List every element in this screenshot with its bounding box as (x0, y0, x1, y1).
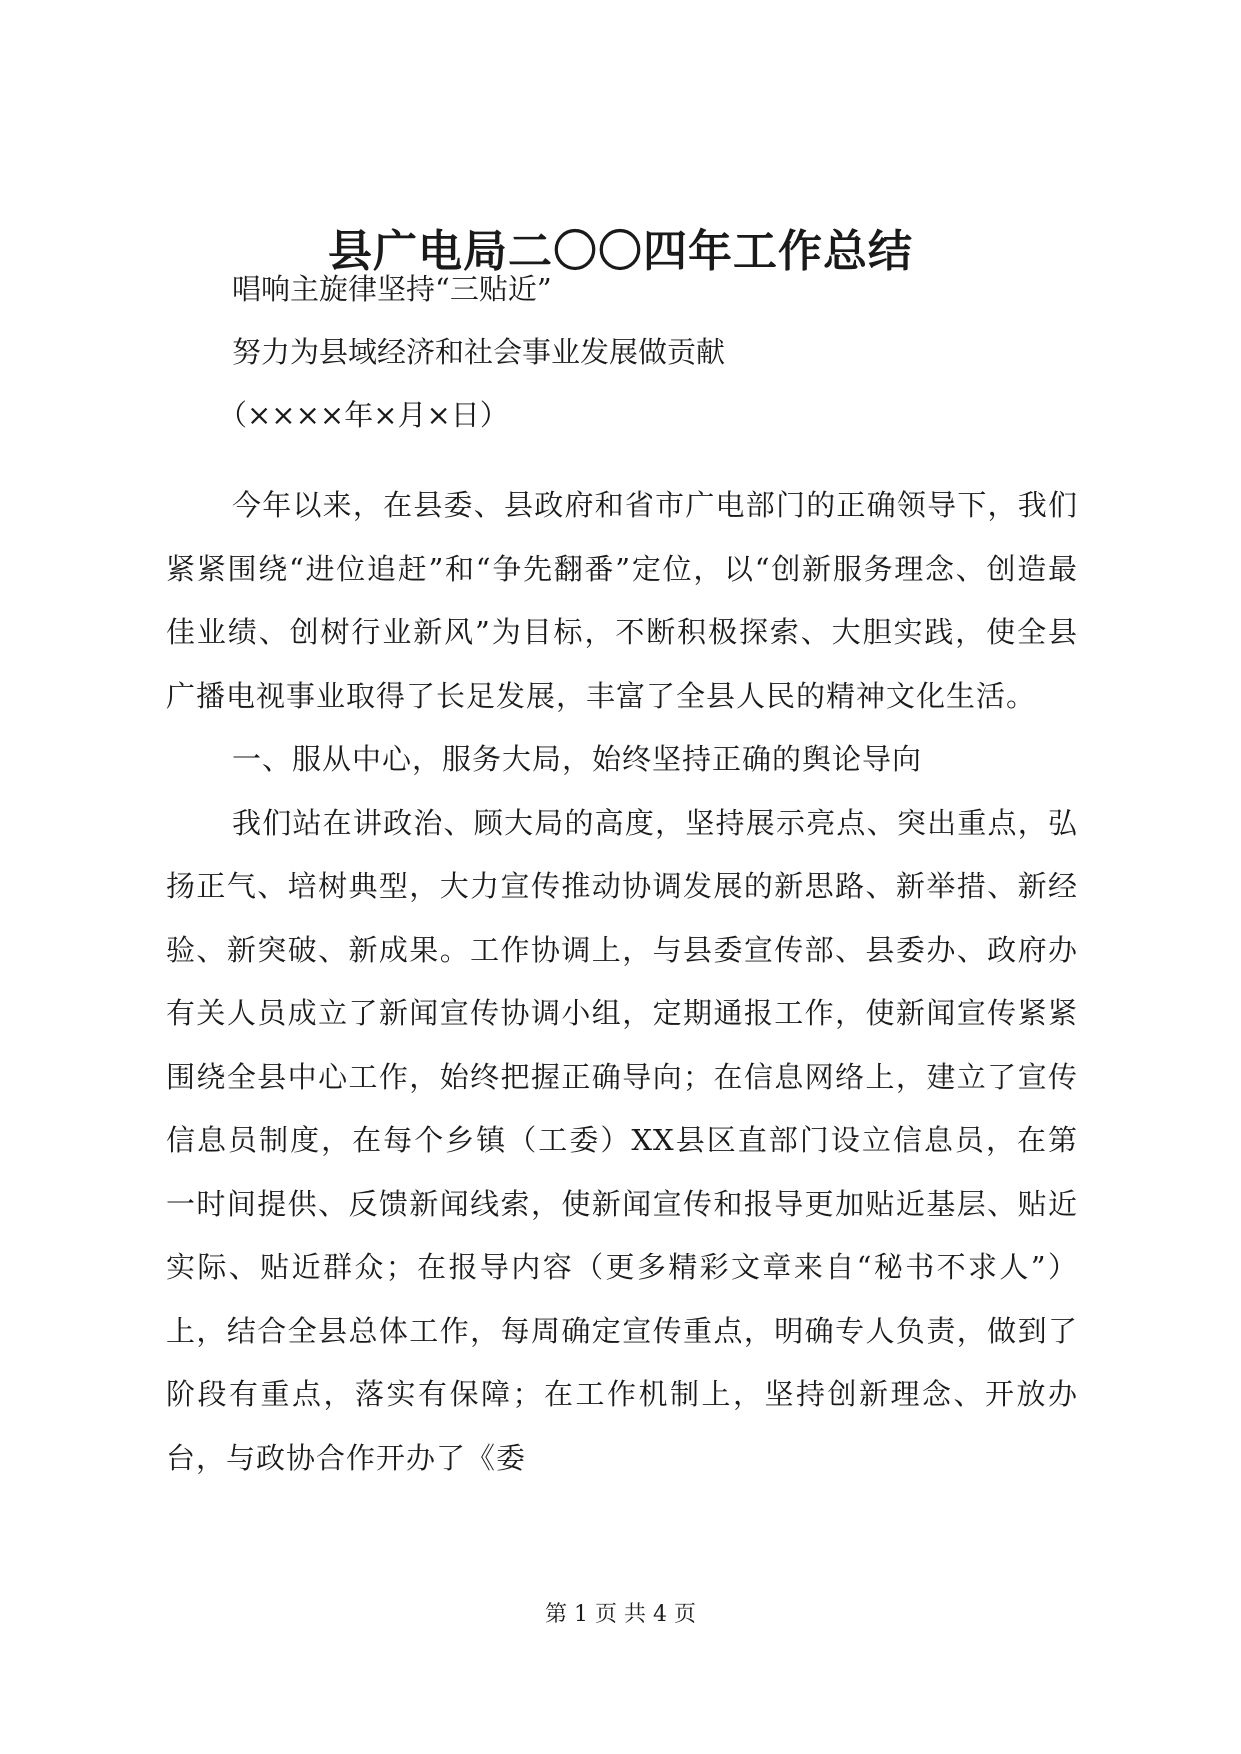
document-title: 县广电局二〇〇四年工作总结 (328, 226, 913, 277)
subtitle-line-1: 唱响主旋律坚持“三贴近” (232, 272, 552, 306)
page-footer: 第 1 页 共 4 页 (545, 1602, 696, 1627)
section-paragraph-1: 我们站在讲政治、顾大局的高度，坚持展示亮点、突出重点，弘扬正气、培树典型，大力宣传推动协调发展的新思路、新举措、新经验、新突破、新成果。工作协调上，与县委宣传部、县委办、政府办有关人员成立了新闻宣传协调小组，定期通报工作，使新闻宣传紧紧围绕全县中心工作，始终把握正确导向；在信息网络上，建立了宣传信息员制度，在每个乡镇（工委）XX县区直部门设立信息员，在第一时间提供、反馈新闻线索，使新闻宣传和报导更加贴近基层、贴近实际、贴近群众；在报导内容（更多精彩文章来自“秘书不求人”）上，结合全县总体工作，每周确定宣传重点，明确专人负责，做到了阶段有重点，落实有保障；在工作机制上，坚持创新理念、开放办台，与政协合作开办了《委 (166, 805, 1078, 1475)
intro-paragraph: 今年以来，在县委、县政府和省市广电部门的正确领导下，我们紧紧围绕“进位追赶”和“争先翻番”定位，以“创新服务理念、创造最佳业绩、创树行业新风”为目标，不断积极探索、大胆实践，使全县广播电视事业取得了长足发展，丰富了全县人民的精神文化生活。 (166, 488, 1078, 713)
document-body (166, 474, 1078, 1490)
section-heading-1: 一、服从中心，服务大局，始终坚持正确的舆论导向 (232, 742, 923, 776)
date-line: （××××年×月×日） (218, 398, 509, 432)
subtitle-line-2: 努力为县域经济和社会事业发展做贡献 (232, 335, 726, 369)
